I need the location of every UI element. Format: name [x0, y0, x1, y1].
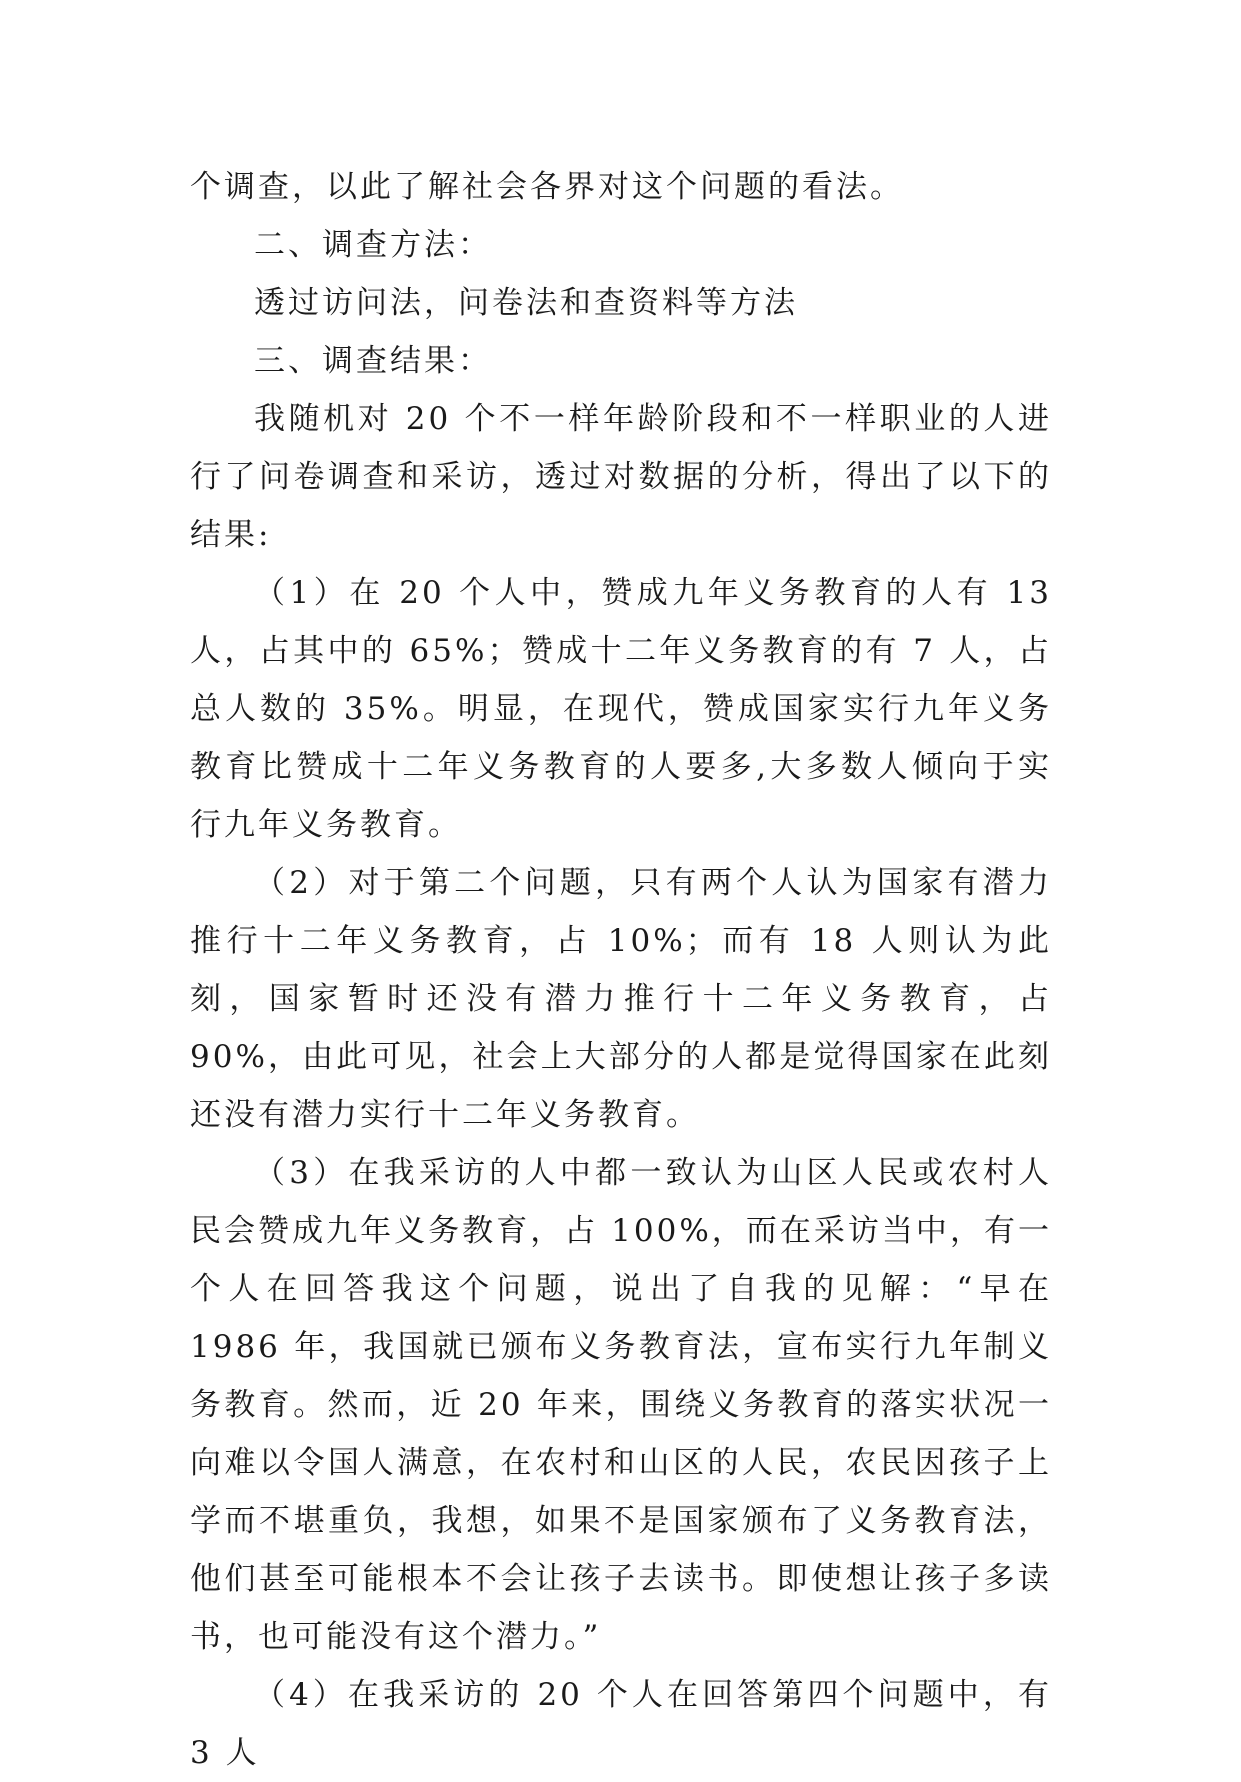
document-body — [190, 158, 1052, 1782]
heading-survey-results: 三、调查结果： — [254, 343, 492, 379]
paragraph-result-1: （1）在 20 个人中，赞成九年义务教育的人有 13 人，占其中的 65%；赞成十二年义务教育的有 7 人，占总人数的 35%。明显，在现代，赞成国家实行九年义务教育比赞成十二年义务教育的人要多,大多数人倾向于实行九年义务教育。 — [190, 575, 1052, 843]
paragraph-results-intro: 我随机对 20 个不一样年龄阶段和不一样职业的人进行了问卷调查和采访，透过对数据的分析，得出了以下的结果: — [190, 401, 1052, 553]
paragraph-result-3: （3）在我采访的人中都一致认为山区人民或农村人民会赞成九年义务教育，占 100%，而在采访当中，有一个人在回答我这个问题，说出了自我的见解：“早在 1986 年，我国就已颁布义务教育法，宣布实行九年制义务教育。然而，近 20 年来，围绕义务教育的落实状况一向难以令国人满意，在农村和山区的人民，农民因孩子上学而不堪重负，我想，如果不是国家颁布了义务教育法，他们甚至可能根本不会让孩子去读书。即使想让孩子多读书，也可能没有这个潜力。” — [190, 1155, 1052, 1655]
paragraph-result-4: （4）在我采访的 20 个人在回答第四个问题中，有 3 人 — [190, 1677, 1052, 1771]
heading-survey-method: 二、调查方法： — [254, 227, 492, 263]
paragraph-result-2: （2）对于第二个问题，只有两个人认为国家有潜力推行十二年义务教育，占 10%；而有 18 人则认为此刻，国家暂时还没有潜力推行十二年义务教育，占 90%，由此可见，社会上大部分的人都是觉得国家在此刻还没有潜力实行十二年义务教育。 — [190, 865, 1052, 1133]
paragraph-survey-method: 透过访问法，问卷法和查资料等方法 — [254, 285, 798, 321]
paragraph-intro-continuation: 个调查，以此了解社会各界对这个问题的看法。 — [190, 169, 904, 205]
